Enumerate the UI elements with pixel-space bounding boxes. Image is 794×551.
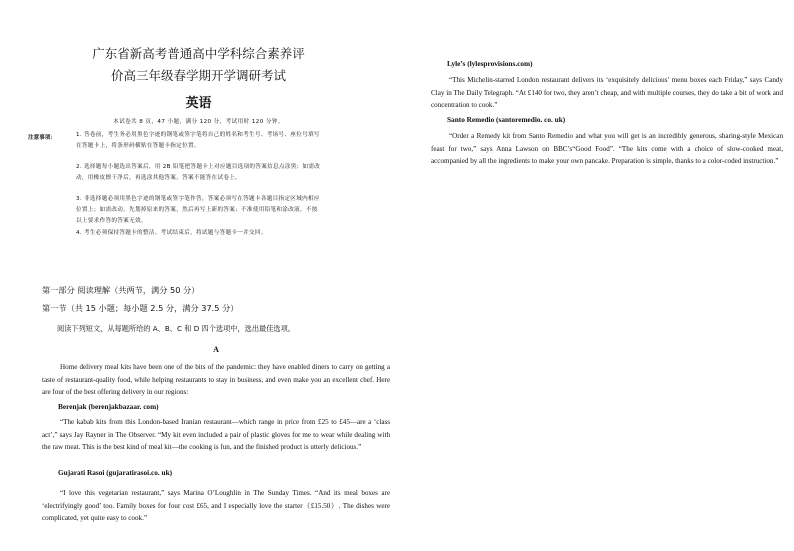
exam-info: 本试卷共 8 页，47 小题，满分 120 分，考试用时 120 分钟。 — [113, 119, 284, 125]
restaurant-name: Berenjak (berenjakbazaar. com) — [58, 402, 159, 411]
instructions: 阅读下列短文，从每题所给的 A、B、C 和 D 四个选项中，选出最佳选项。 — [57, 324, 295, 333]
restaurant-review: “The kabab kits from this London-based Iranian restaurant—which range in price from £25 to £45—are a ‘class act’,” says Jay Rayner in The Observer. “My kit even included a pair of plastic gloves for me to wear while dealing with the raw meat. This is the best kind of meal kit—the cooking is fun, and the finished product is utterly delicious.” — [42, 418, 390, 452]
restaurant-name: Lyle’s (lylesprovisions.com) — [447, 59, 533, 68]
exam-title-line-1: 广东省新高考普通高中学科综合素养评 — [92, 46, 305, 61]
section-heading: 第一节（共 15 小题；每小题 2.5 分，满分 37.5 分） — [42, 303, 239, 313]
notice-item: 1. 答卷前，考生务必用黑色字迹的钢笔或签字笔将自己的姓名和考生号、考场号、座位号填写在答题卡上，将条形码横贴在答题卡指定位置。 — [76, 132, 320, 149]
subject-title: 英语 — [185, 96, 212, 111]
notice-item: 3. 非选择题必须用黑色字迹的钢笔或签字笔作答，答案必须写在答题卡各题目指定区域内相应位置上；如需改动，先划掉原来的答案，然后再写上新的答案；不准使用铅笔和涂改液。不按以上要求作答的答案无效。 — [76, 196, 320, 224]
restaurant-review: “This Michelin-starred London restaurant delivers its ‘exquisitely delicious’ menu boxes each Friday,” says Candy Clay in The Daily Telegraph. “At £140 for two, they aren’t cheap, and with multiple courses, they do take a bit of work and concentration to cook.” — [431, 76, 783, 110]
restaurant-name: Santo Remedio (santoremedio. co. uk) — [447, 115, 566, 124]
notice-item: 2. 选择题每小题选出答案后，用 2B 铅笔把答题卡上对应题目选项的答案信息点涂黑；如需改动，用橡皮擦干净后，再选涂其他答案，答案不能答在试卷上。 — [76, 164, 321, 181]
notice-label: 注意事项： — [28, 135, 56, 141]
part-heading: 第一部分 阅读理解（共两节，满分 50 分） — [42, 285, 200, 295]
notice-item: 4. 考生必须保持答题卡的整洁。考试结束后，将试题与答题卡一并交回。 — [76, 230, 267, 236]
passage-letter: A — [213, 345, 219, 354]
restaurant-review: “I love this vegetarian restaurant,” says Marina O’Loughlin in The Sunday Times. “And its meal boxes are ‘electrifyingly good’ too. Family boxes for four cost £65, and I especially love the starter（£15.50）. The dishes were complicated, yet quite easy to cook.” — [42, 489, 390, 523]
restaurant-review: “Order a Remedy kit from Santo Remedio and what you will get is an incredibly generous, sharing-style Mexican feast for two,” says Anna Lawson on BBC’s“Good Food”. “The kits come with a choice of slow-cooked meat, accompanied by all the ingredients to make your own pancake. Preparation is simple, thanks to a color-coded instruction.” — [431, 132, 783, 166]
exam-title-line-2: 价高三年级春学期开学调研考试 — [110, 68, 286, 83]
passage-intro: Home delivery meal kits have been one of the bits of the pandemic: they have enabled diners to carry on getting a taste of restaurant-quality food, while helping restaurants to stay in business, and even make you an excellent chef. Here are four of the best offering delivery in our regions: — [42, 363, 390, 397]
restaurant-name: Gujarati Rasoi (gujaratirasoi.co. uk) — [58, 468, 173, 477]
